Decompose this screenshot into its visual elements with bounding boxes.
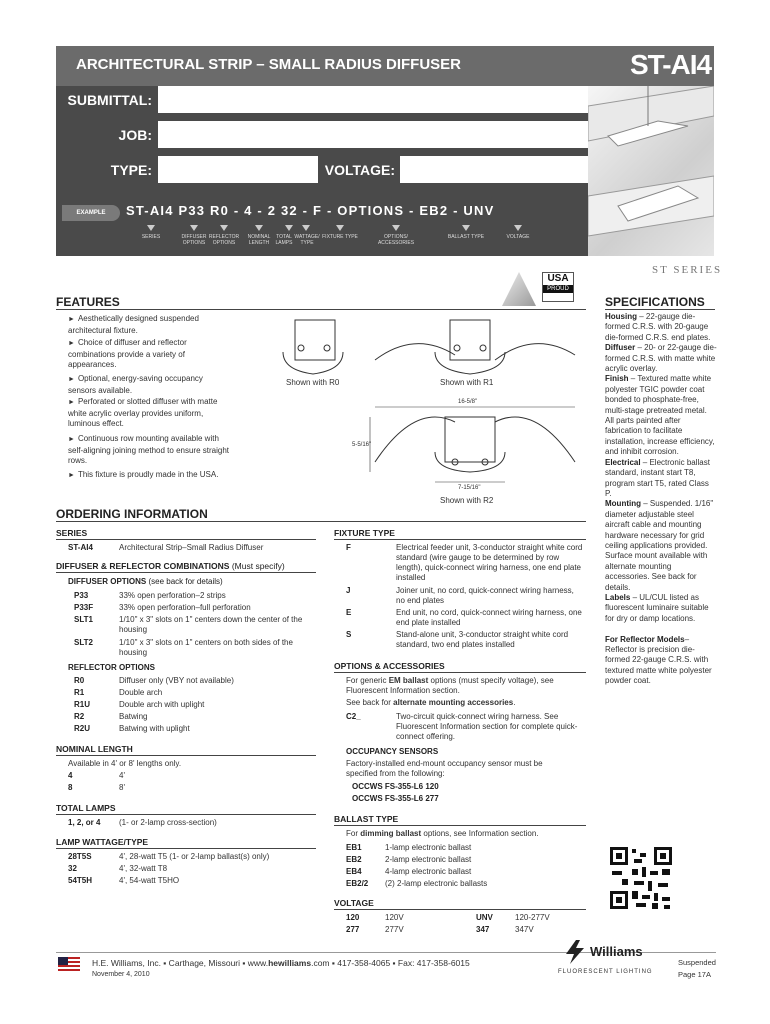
diffuser-code: P33F [74,603,94,612]
wattage-title: LAMP WATTAGE/TYPE [56,837,149,847]
bullet-arrow-icon: ► [68,399,75,406]
wattage-code: 32 [68,864,77,873]
divider [334,539,586,540]
submittal-label: SUBMITTAL: [67,92,152,108]
lamps-code: 1, 2, or 4 [68,818,101,827]
series-code: ST-AI4 [68,543,93,552]
specifications-body: Housing – 22-gauge die-formed C.R.S. with 20-gauge die-formed C.R.S. end plates. Diffuser – 20- or 22-gauge die-formed C.R.S. with matte white acrylic overlay. Finish – Textured matte white polyester TGIC powder coat bonded to phosphate-free, multi-stage pretreated metal. All parts painted after fabrication to facilitate installation, increase efficiency, and inhibit corrosion. Electrical – Electronic ballast standard, instant start T8, program start T5, rated Class P. Mounting – Suspended. 1/16" diameter adjustable steel aircraft cable and mounting hardware necessary for grid ceiling applications provided. Surface mount available with alternate mounting accessories. See back for details. Labels – UL/CUL listed as fluorescent luminaire suitable for dry or damp locations. For Reflector Models– Reflector is precision die-formed 22-gauge C.R.S. with textured matte white polyester powder coat. [605,312,717,686]
voltage-code: 347 [476,925,490,934]
code-label: REFLECTOR OPTIONS [208,234,240,246]
divider [56,814,316,815]
wattage-code: 54T5H [68,876,93,885]
options-mounting-note: See back for alternate mounting accessories. [346,698,516,707]
voltage-desc: 120V [385,913,404,922]
divider [56,521,586,522]
length-desc: 4' [119,771,125,780]
code-label: NOMINAL LENGTH [247,234,271,246]
voltage-label: VOLTAGE: [324,162,395,178]
ballast-desc: 1-lamp electronic ballast [385,843,472,852]
arrow-icon [147,225,155,231]
diffuser-desc: 1/10" x 3" slots on 1" centers down the center of the housing [119,615,303,634]
series-desc: Architectural Strip–Small Radius Diffuser [119,543,264,552]
reflector-desc: Diffuser only (VBY not available) [119,676,234,685]
diffuser-code: SLT1 [74,615,93,624]
feature-item: ► Perforated or slotted diffuser with matte white acrylic overlay provides uniform, luminous effect. [68,397,218,428]
fixture-desc: Stand-alone unit, 3-conductor straight white cord standard, two end plates installed [396,630,569,649]
divider [334,909,586,910]
example-code: ST-AI4 P33 R0 - 4 - 2 32 - F - OPTIONS - EB2 - UNV [126,203,495,218]
lightning-logo-icon [562,940,588,964]
code-label: BALLAST TYPE [447,234,485,240]
dr-title: DIFFUSER & REFLECTOR COMBINATIONS (Must specify) [56,561,285,571]
ballast-desc: 2-lamp electronic ballast [385,855,472,864]
reflector-desc: Batwing with uplight [119,724,190,733]
submittal-field[interactable] [158,86,588,113]
feature-item: ► Continuous row mounting available with self-aligning joining method to ensure straight rows. [68,434,229,465]
voltage-code: 277 [346,925,360,934]
wattage-desc: 4', 32-watt T8 [119,864,168,873]
footer-company: H.E. Williams, Inc. ▪ Carthage, Missouri ▪ www.hewilliams.com ▪ 417-358-4065 ▪ Fax: 417-358-6015 [92,958,470,968]
ballast-note: For dimming ballast options, see Information section. [346,829,539,838]
lamps-title: TOTAL LAMPS [56,803,116,813]
arrow-icon [255,225,263,231]
arrow-icon [392,225,400,231]
arrow-icon [302,225,310,231]
bullet-arrow-icon: ► [68,376,75,383]
fixture-code: S [346,630,352,639]
options-title: OPTIONS & ACCESSORIES [334,661,445,671]
occupancy-option: OCCWS FS-355-L6 120 [352,782,439,791]
feature-item: ► Aesthetically designed suspended architectural fixture. [68,314,199,335]
diffuser-desc: 33% open perforation–full perforation [119,603,251,612]
occupancy-option: OCCWS FS-355-L6 277 [352,794,439,803]
ballast-code: EB4 [346,867,362,876]
badge-usa-text: USA [547,273,569,284]
bullet-arrow-icon: ► [68,436,75,443]
specifications-title: SPECIFICATIONS [605,295,705,309]
code-label: OPTIONS/ ACCESSORIES [377,234,415,246]
fixture-desc: End unit, no cord, quick-connect wiring harness, one end plate installed [396,608,582,627]
ballast-code: EB2/2 [346,879,369,888]
ballast-desc: (2) 2-lamp electronic ballasts [385,879,488,888]
job-label: JOB: [118,127,152,143]
series-title: SERIES [56,528,88,538]
ballast-code: EB1 [346,843,362,852]
fixture-desc: Electrical feeder unit, 3-conductor straight white cord standard (wire gauge to be determined by row length), quick-connect wiring harness, one end plate installed [396,543,583,582]
length-title: NOMINAL LENGTH [56,744,133,754]
usa-proud-badge [542,272,574,302]
bullet-arrow-icon: ► [68,472,75,479]
reflector-code: R0 [74,676,85,685]
r2-caption: Shown with R2 [440,496,494,505]
arrow-icon [336,225,344,231]
length-desc: 8' [119,783,125,792]
dimension-height: 5-5/16" [352,442,372,448]
page-title: ARCHITECTURAL STRIP – SMALL RADIUS DIFFUSER [76,56,462,73]
reflector-title: REFLECTOR OPTIONS [68,663,155,672]
reflector-code: R2 [74,712,85,721]
code-label: DIFFUSER OPTIONS [181,234,207,246]
wattage-desc: 4', 54-watt T5HO [119,876,180,885]
occupancy-title: OCCUPANCY SENSORS [346,747,439,756]
diffuser-desc: 1/10" x 3" slots on 1" centers on both sides of the housing [119,638,293,657]
arrow-icon [220,225,228,231]
code-label: SERIES [141,234,161,240]
r0-caption: Shown with R0 [286,378,340,387]
footer-date: November 4, 2010 [92,971,150,978]
fixture-code: F [346,543,351,552]
triangle-logo-icon [502,272,536,306]
divider [605,309,715,310]
divider [56,755,316,756]
job-field[interactable] [158,121,588,148]
reflector-code: R2U [74,724,91,733]
arrow-icon [514,225,522,231]
r1-caption: Shown with R1 [440,378,494,387]
type-label: TYPE: [110,162,152,178]
divider [334,672,586,673]
footer-category: Suspended [678,958,716,967]
type-field[interactable] [158,156,318,183]
arrow-icon [190,225,198,231]
c2-code: C2_ [346,712,361,721]
diffuser-desc: 33% open perforation–2 strips [119,591,226,600]
fixture-photo [588,86,714,256]
dimension-width: 16-5/8" [458,399,478,405]
reflector-desc: Batwing [119,712,148,721]
series-logo: ST SERIES [652,264,723,276]
lamps-desc: (1- or 2-lamp cross-section) [119,818,217,827]
ballast-code: EB2 [346,855,362,864]
arrow-icon [285,225,293,231]
brand-subtitle: FLUORESCENT LIGHTING [558,969,653,975]
reflector-desc: Double arch with uplight [119,700,205,709]
feature-item: ► This fixture is proudly made in the USA. [68,470,219,479]
divider [56,572,316,573]
ballast-desc: 4-lamp electronic ballast [385,867,472,876]
voltage-field[interactable] [400,156,588,183]
features-title: FEATURES [56,295,120,309]
feature-item: ► Optional, energy-saving occupancy sensors available. [68,374,203,395]
fixture-code: E [346,608,352,617]
fixture-code: J [346,586,351,595]
diffuser-code: P33 [74,591,89,600]
voltage-code: 120 [346,913,360,922]
options-em-note: For generic EM ballast options (must specify voltage), see Fluorescent Information section. [346,676,554,695]
diffuser-title: DIFFUSER OPTIONS (see back for details) [68,577,223,586]
dimension-base: 7-15/16" [458,485,481,491]
divider [56,309,586,310]
occupancy-desc: Factory-installed end-mount occupancy sensor must be specified from the following: [346,759,543,778]
code-label: WATTAGE/ TYPE [294,234,320,246]
length-code: 4 [68,771,73,780]
model-number: ST-AI4 [630,49,712,80]
divider [334,825,586,826]
bullet-arrow-icon: ► [68,316,75,323]
reflector-code: R1 [74,688,85,697]
wattage-code: 28T5S [68,852,92,861]
brand-name: Williams [590,944,643,959]
diffuser-code: SLT2 [74,638,93,647]
fixture-desc: Joiner unit, no cord, quick-connect wiring harness, no end plates [396,586,574,605]
fixture-title: FIXTURE TYPE [334,528,395,538]
voltage-desc: 347V [515,925,534,934]
qr-code [608,845,674,911]
code-label: FIXTURE TYPE [322,234,358,240]
voltage-desc: 277V [385,925,404,934]
length-code: 8 [68,783,73,792]
code-label: VOLTAGE [506,234,530,240]
c2-desc: Two-circuit quick-connect wiring harness. See Fluorescent Information section for complete quick-connect offering. [396,712,578,741]
ballast-title: BALLAST TYPE [334,814,399,824]
divider [56,848,316,849]
bullet-arrow-icon: ► [68,340,75,347]
badge-proud-text: PROUD [543,285,573,293]
voltage-title: VOLTAGE [334,898,374,908]
voltage-desc: 120-277V [515,913,550,922]
cross-section-diagrams [235,312,585,502]
wattage-desc: 4', 28-watt T5 (1- or 2-lamp ballast(s) only) [119,852,270,861]
reflector-code: R1U [74,700,91,709]
length-note: Available in 4' or 8' lengths only. [68,759,182,768]
code-label: TOTAL LAMPS [275,234,293,246]
reflector-desc: Double arch [119,688,163,697]
arrow-icon [462,225,470,231]
ordering-title: ORDERING INFORMATION [56,507,208,521]
example-tag: EXAMPLE [62,205,120,221]
flag-icon [58,957,80,971]
divider [56,539,316,540]
feature-item: ► Choice of diffuser and reflector combinations provide a variety of appearances. [68,338,187,369]
footer-page: Page 17A [678,970,711,979]
voltage-code: UNV [476,913,493,922]
